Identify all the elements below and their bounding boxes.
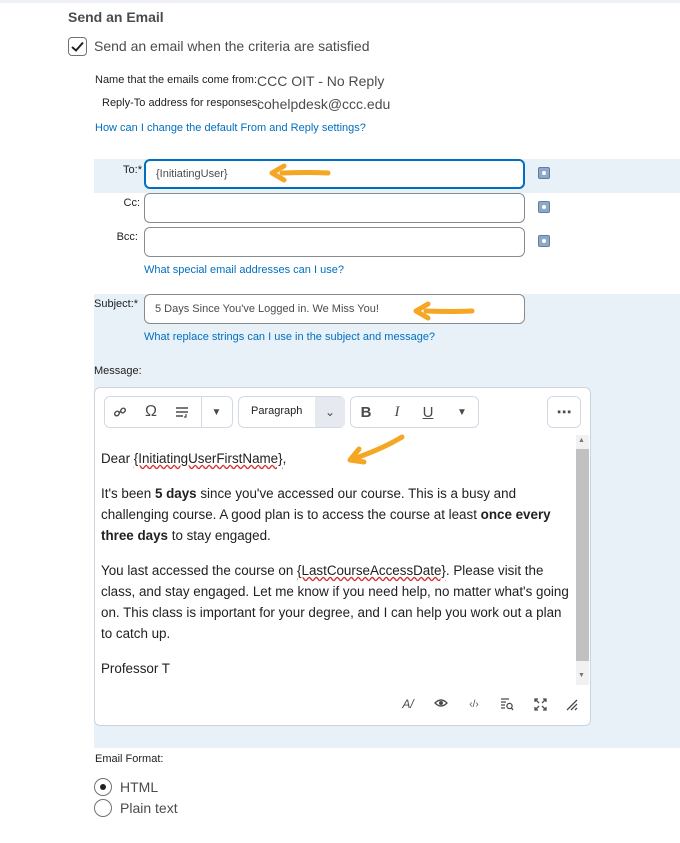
special-character-icon[interactable]: Ω — [145, 403, 157, 420]
cc-input[interactable] — [144, 193, 525, 223]
source-code-icon[interactable]: ‹/› — [469, 698, 479, 710]
html-format-radio[interactable] — [94, 778, 112, 796]
to-address-book-icon[interactable] — [538, 167, 550, 179]
default-settings-link[interactable]: How can I change the default From and Reply settings? — [95, 122, 366, 134]
annotation-arrow-icon — [412, 301, 476, 321]
message-label: Message: — [94, 365, 142, 377]
chevron-down-icon[interactable]: ⌄ — [315, 397, 345, 427]
message-paragraph-2: You last accessed the course on {LastCourseAccessDate}. Please visit the class, and stay engaged. Let me know if you need help, no matter what's going on. This class is important for your degree, and I can help you work out a plan to catch up. — [101, 563, 569, 641]
send-email-checkbox[interactable] — [68, 37, 87, 56]
spellcheck-icon[interactable]: A/ — [402, 697, 414, 711]
from-name-value: CCC OIT - No Reply — [257, 73, 385, 89]
reply-to-label: Reply-To address for responses: — [102, 97, 261, 109]
send-email-checkbox-label[interactable]: Send an email when the criteria are satisfied — [94, 38, 370, 54]
bcc-input[interactable] — [144, 227, 525, 257]
bcc-label: Bcc: — [116, 231, 138, 243]
cc-label: Cc: — [123, 197, 140, 209]
chevron-down-icon[interactable]: ▼ — [457, 406, 467, 418]
message-body[interactable] — [101, 448, 571, 693]
special-addresses-link[interactable]: What special email addresses can I use? — [144, 264, 344, 276]
signature: Professor T — [101, 661, 170, 676]
toolbar-text-group — [350, 396, 479, 428]
italic-button[interactable]: I — [394, 403, 400, 420]
from-name-label: Name that the emails come from: — [95, 74, 258, 86]
annotation-arrow-icon — [268, 163, 332, 183]
checkmark-icon — [71, 41, 84, 52]
to-input[interactable]: {InitiatingUser} — [144, 159, 525, 189]
chevron-down-icon[interactable]: ▼ — [201, 397, 231, 427]
plain-text-format-radio[interactable] — [94, 799, 112, 817]
to-label: To:* — [123, 164, 142, 176]
reply-to-value: cohelpdesk@ccc.edu — [257, 96, 391, 112]
top-divider — [0, 0, 680, 3]
message-paragraph-1: It's been 5 days since you've accessed our course. This is a busy and challenging course. A good plan is to access the course at least once every three days to stay engaged. — [101, 486, 551, 543]
bold-button[interactable]: B — [360, 403, 372, 421]
underline-button[interactable]: U — [422, 403, 434, 421]
preview-icon[interactable] — [498, 696, 516, 712]
paragraph-select[interactable] — [238, 396, 345, 428]
fullscreen-icon[interactable] — [531, 696, 549, 712]
section-title: Send an Email — [68, 9, 164, 25]
resize-handle-icon[interactable] — [562, 696, 580, 712]
email-format-label: Email Format: — [95, 753, 164, 765]
replace-strings-link[interactable]: What replace strings can I use in the subject and message? — [144, 331, 436, 343]
format-lines-icon[interactable] — [167, 397, 197, 427]
scroll-down-icon[interactable]: ▼ — [578, 672, 585, 679]
cc-address-book-icon[interactable] — [538, 201, 550, 213]
more-icon[interactable]: ⋯ — [556, 404, 572, 421]
scroll-up-icon[interactable]: ▲ — [578, 437, 585, 444]
html-format-label[interactable]: HTML — [120, 779, 159, 795]
plain-text-format-label[interactable]: Plain text — [120, 800, 178, 816]
greeting-line: Dear {InitiatingUserFirstName}, — [101, 451, 287, 466]
subject-label: Subject:* — [94, 298, 139, 310]
editor-scroll-thumb[interactable] — [576, 449, 589, 661]
toolbar-insert-group — [104, 396, 233, 428]
bcc-address-book-icon[interactable] — [538, 235, 550, 247]
link-icon[interactable] — [105, 397, 135, 427]
subject-input[interactable]: 5 Days Since You've Logged in. We Miss You! — [144, 294, 525, 324]
accessibility-checker-icon[interactable] — [432, 696, 450, 712]
paragraph-select-value: Paragraph — [251, 405, 303, 417]
more-actions-button[interactable] — [547, 396, 581, 428]
